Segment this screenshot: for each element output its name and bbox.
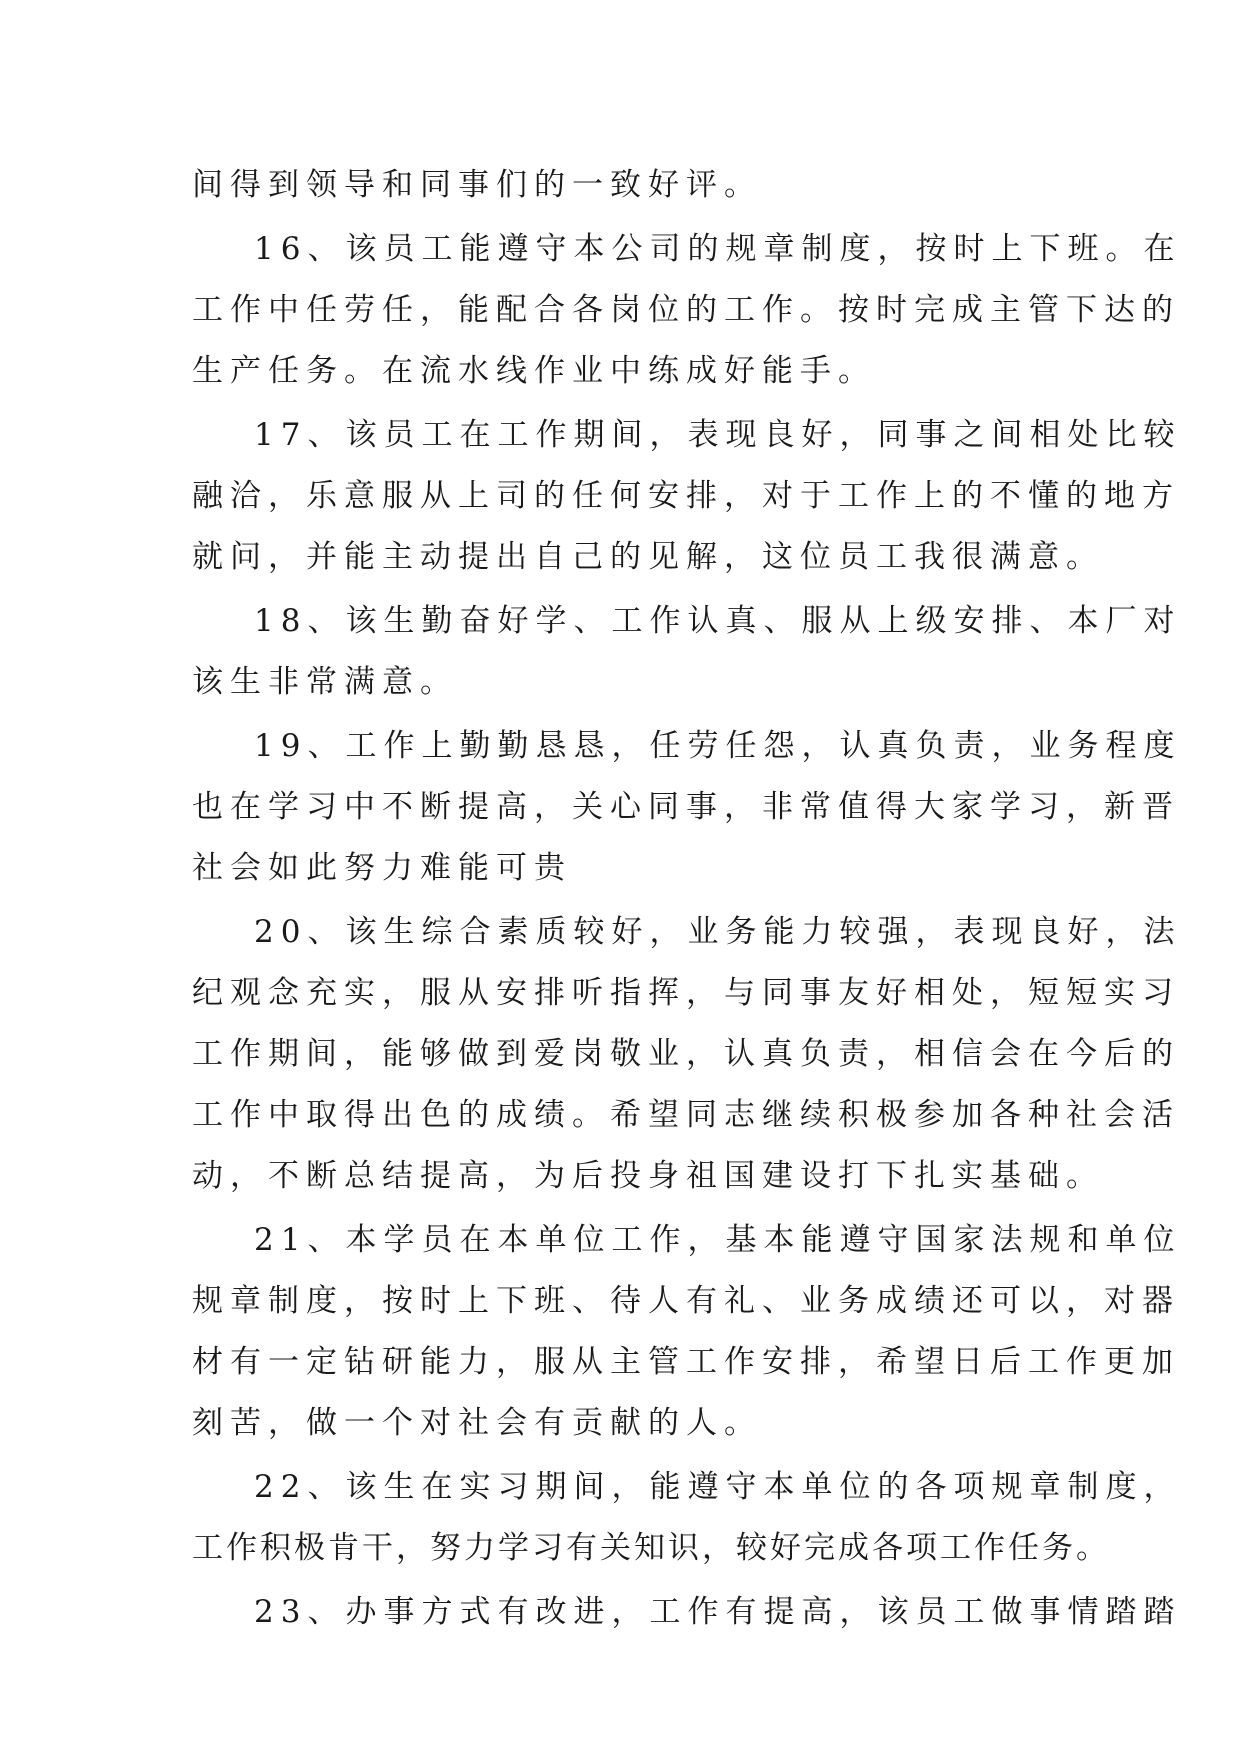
paragraph-16-line: 16、该员工能遵守本公司的规章制度，按时上下班。在 [254, 231, 1182, 267]
document-page [192, 155, 1182, 1643]
paragraph-20-line: 20、该生综合素质较好，业务能力较强，表现良好，法 [254, 914, 1182, 950]
text-line: 工作期间，能够做到爱岗敬业，认真负责，相信会在今后的 [192, 1036, 1180, 1072]
text-line: 纪观念充实，服从安排听指挥，与同事友好相处，短短实习 [192, 975, 1180, 1011]
text-line: 也在学习中不断提高，关心同事，非常值得大家学习，新晋 [192, 789, 1180, 825]
text-line: 工作积极肯干，努力学习有关知识，较好完成各项工作任务。 [192, 1530, 1110, 1566]
text-line: 社会如此努力难能可贵 [192, 850, 572, 886]
paragraph-22-line: 22、该生在实习期间，能遵守本单位的各项规章制度， [254, 1469, 1182, 1505]
text-line: 该生非常满意。 [192, 664, 458, 700]
paragraph-19-line: 19、工作上勤勤恳恳，任劳任怨，认真负责，业务程度 [254, 728, 1182, 764]
text-line: 动，不断总结提高，为后投身祖国建设打下扎实基础。 [192, 1158, 1104, 1194]
text-line: 材有一定钻研能力，服从主管工作安排，希望日后工作更加 [192, 1344, 1180, 1380]
paragraph-17-line: 17、该员工在工作期间，表现良好，同事之间相处比较 [254, 417, 1182, 453]
text-line: 就问，并能主动提出自己的见解，这位员工我很满意。 [192, 539, 1104, 575]
paragraph-23-line: 23、办事方式有改进，工作有提高，该员工做事情踏踏 [254, 1594, 1182, 1630]
paragraph-18-line: 18、该生勤奋好学、工作认真、服从上级安排、本厂对 [254, 603, 1182, 639]
text-line: 融洽，乐意服从上司的任何安排，对于工作上的不懂的地方 [192, 478, 1180, 514]
paragraph-21-line: 21、本学员在本单位工作，基本能遵守国家法规和单位 [254, 1222, 1182, 1258]
text-line: 工作中取得出色的成绩。希望同志继续积极参加各种社会活 [192, 1097, 1180, 1133]
text-line: 规章制度，按时上下班、待人有礼、业务成绩还可以，对器 [192, 1283, 1180, 1319]
text-line: 生产任务。在流水线作业中练成好能手。 [192, 353, 876, 389]
text-line: 工作中任劳任，能配合各岗位的工作。按时完成主管下达的 [192, 292, 1180, 328]
text-line: 刻苦，做一个对社会有贡献的人。 [192, 1405, 762, 1441]
text-line: 间得到领导和同事们的一致好评。 [192, 167, 762, 203]
